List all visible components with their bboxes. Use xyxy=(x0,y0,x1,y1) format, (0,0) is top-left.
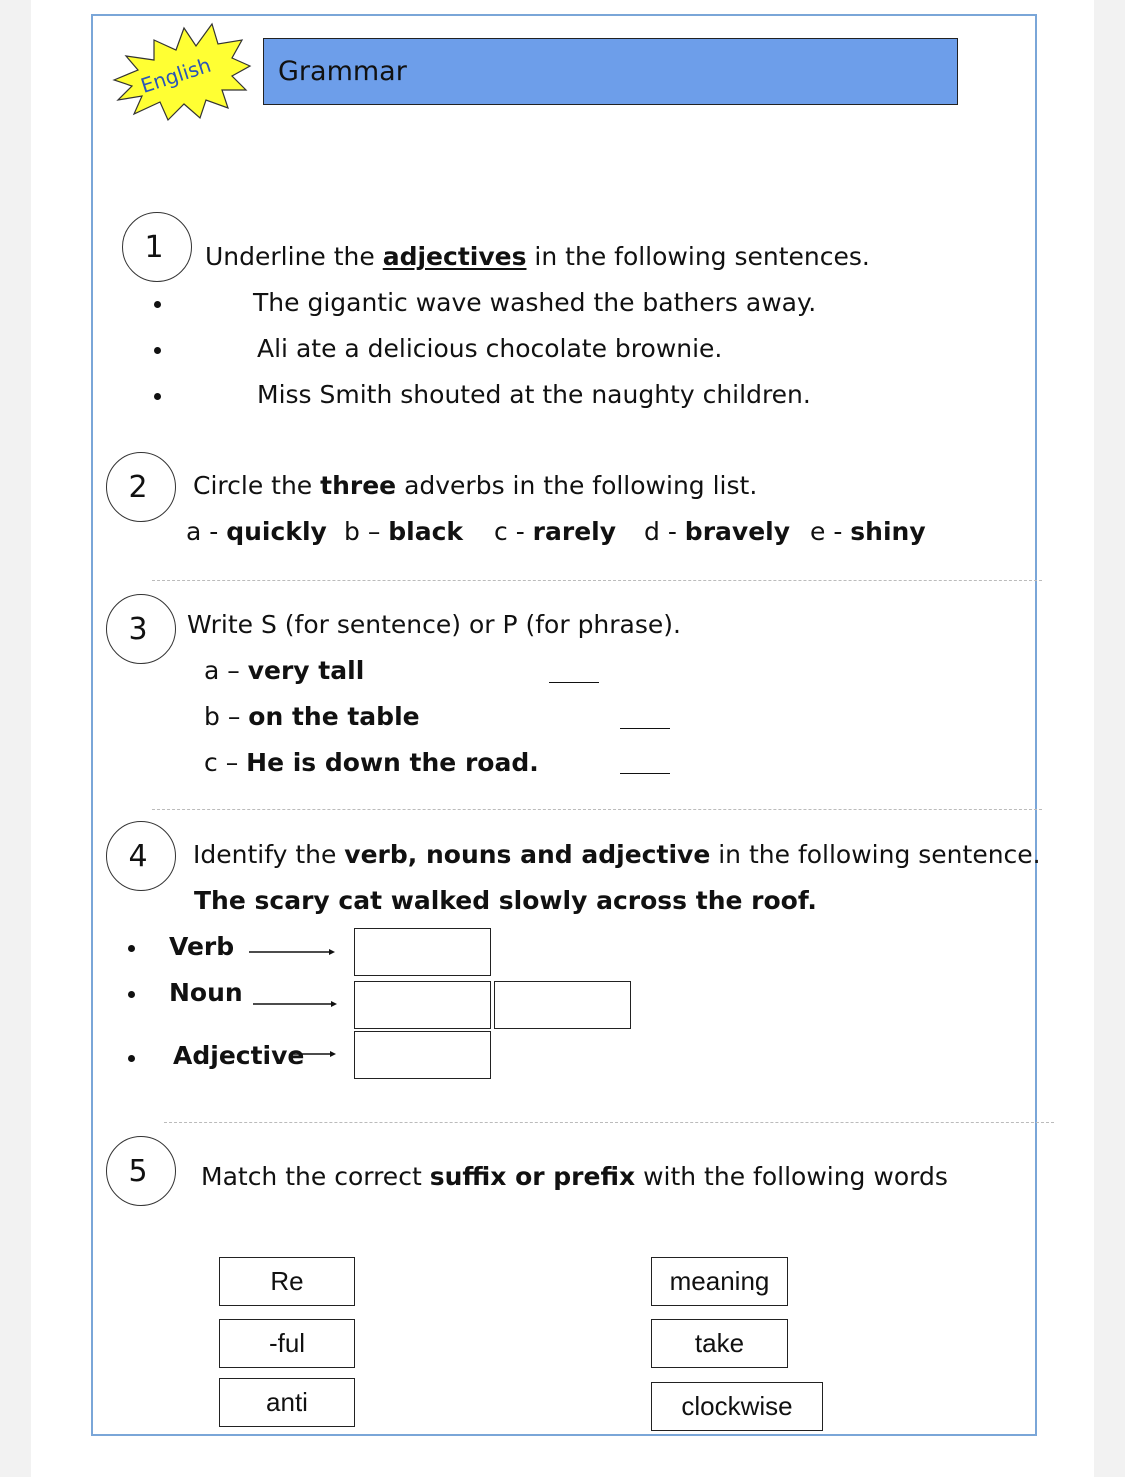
badge-text: English xyxy=(137,52,214,98)
q1-sentence-1[interactable]: The gigantic wave washed the bathers away. xyxy=(253,288,817,317)
question-5-instruction: Match the correct suffix or prefix with the following words xyxy=(201,1162,948,1191)
title-banner xyxy=(263,38,958,105)
verb-label: Verb xyxy=(169,932,235,961)
suffix-card-ful[interactable]: -ful xyxy=(219,1319,355,1368)
prefix-card-re[interactable]: Re xyxy=(219,1257,355,1306)
question-3-instruction: Write S (for sentence) or P (for phrase). xyxy=(187,610,681,639)
question-2-instruction: Circle the three adverbs in the following list. xyxy=(193,471,758,500)
section-divider xyxy=(164,1122,1054,1123)
section-divider xyxy=(152,809,1042,810)
q2-option-b[interactable]: b – black xyxy=(344,517,464,546)
q1-sentence-2[interactable]: Ali ate a delicious chocolate brownie. xyxy=(257,334,723,363)
word-card-clockwise[interactable]: clockwise xyxy=(651,1382,823,1431)
noun-label: Noun xyxy=(169,978,243,1007)
q3-item-a: a – very tall xyxy=(204,656,365,685)
q3-item-b: b – on the table xyxy=(204,702,420,731)
keyword-adjectives: adjectives xyxy=(382,242,527,271)
question-5-number: 5 xyxy=(106,1136,176,1206)
adjective-label: Adjective xyxy=(173,1041,305,1070)
bullet xyxy=(128,945,135,952)
question-1-number: 1 xyxy=(122,212,192,282)
question-4-instruction: Identify the verb, nouns and adjective in the following sentence. xyxy=(193,840,1041,869)
q4-sentence: The scary cat walked slowly across the roof. xyxy=(194,886,817,915)
arrow-icon xyxy=(249,946,335,958)
bullet xyxy=(154,301,161,308)
q3-answer-blank-b[interactable] xyxy=(620,728,670,729)
english-badge-starburst xyxy=(104,20,254,126)
arrow-icon xyxy=(290,1048,336,1060)
bullet xyxy=(154,393,161,400)
q3-answer-blank-c[interactable] xyxy=(620,773,670,774)
page-title: Grammar xyxy=(278,56,407,87)
adjective-answer-box[interactable] xyxy=(354,1031,491,1079)
word-card-take[interactable]: take xyxy=(651,1319,788,1368)
verb-answer-box[interactable] xyxy=(354,928,491,976)
question-3-number: 3 xyxy=(106,594,176,664)
noun-answer-box-2[interactable] xyxy=(494,981,631,1029)
bullet xyxy=(128,991,135,998)
q2-option-a[interactable]: a - quickly xyxy=(186,517,327,546)
bullet xyxy=(154,347,161,354)
question-4-number: 4 xyxy=(106,821,176,891)
noun-answer-box-1[interactable] xyxy=(354,981,491,1029)
arrow-icon xyxy=(253,998,337,1010)
bullet xyxy=(128,1055,135,1062)
question-1-instruction: Underline the adjectives in the following sentences. xyxy=(205,242,870,271)
q2-option-d[interactable]: d - bravely xyxy=(644,517,791,546)
section-divider xyxy=(152,580,1042,581)
question-2-number: 2 xyxy=(106,452,176,522)
q3-answer-blank-a[interactable] xyxy=(549,682,599,683)
q2-option-e[interactable]: e - shiny xyxy=(810,517,926,546)
q2-option-c[interactable]: c - rarely xyxy=(494,517,617,546)
q3-item-c: c – He is down the road. xyxy=(204,748,539,777)
prefix-card-anti[interactable]: anti xyxy=(219,1378,355,1427)
q1-sentence-3[interactable]: Miss Smith shouted at the naughty children. xyxy=(257,380,811,409)
word-card-meaning[interactable]: meaning xyxy=(651,1257,788,1306)
